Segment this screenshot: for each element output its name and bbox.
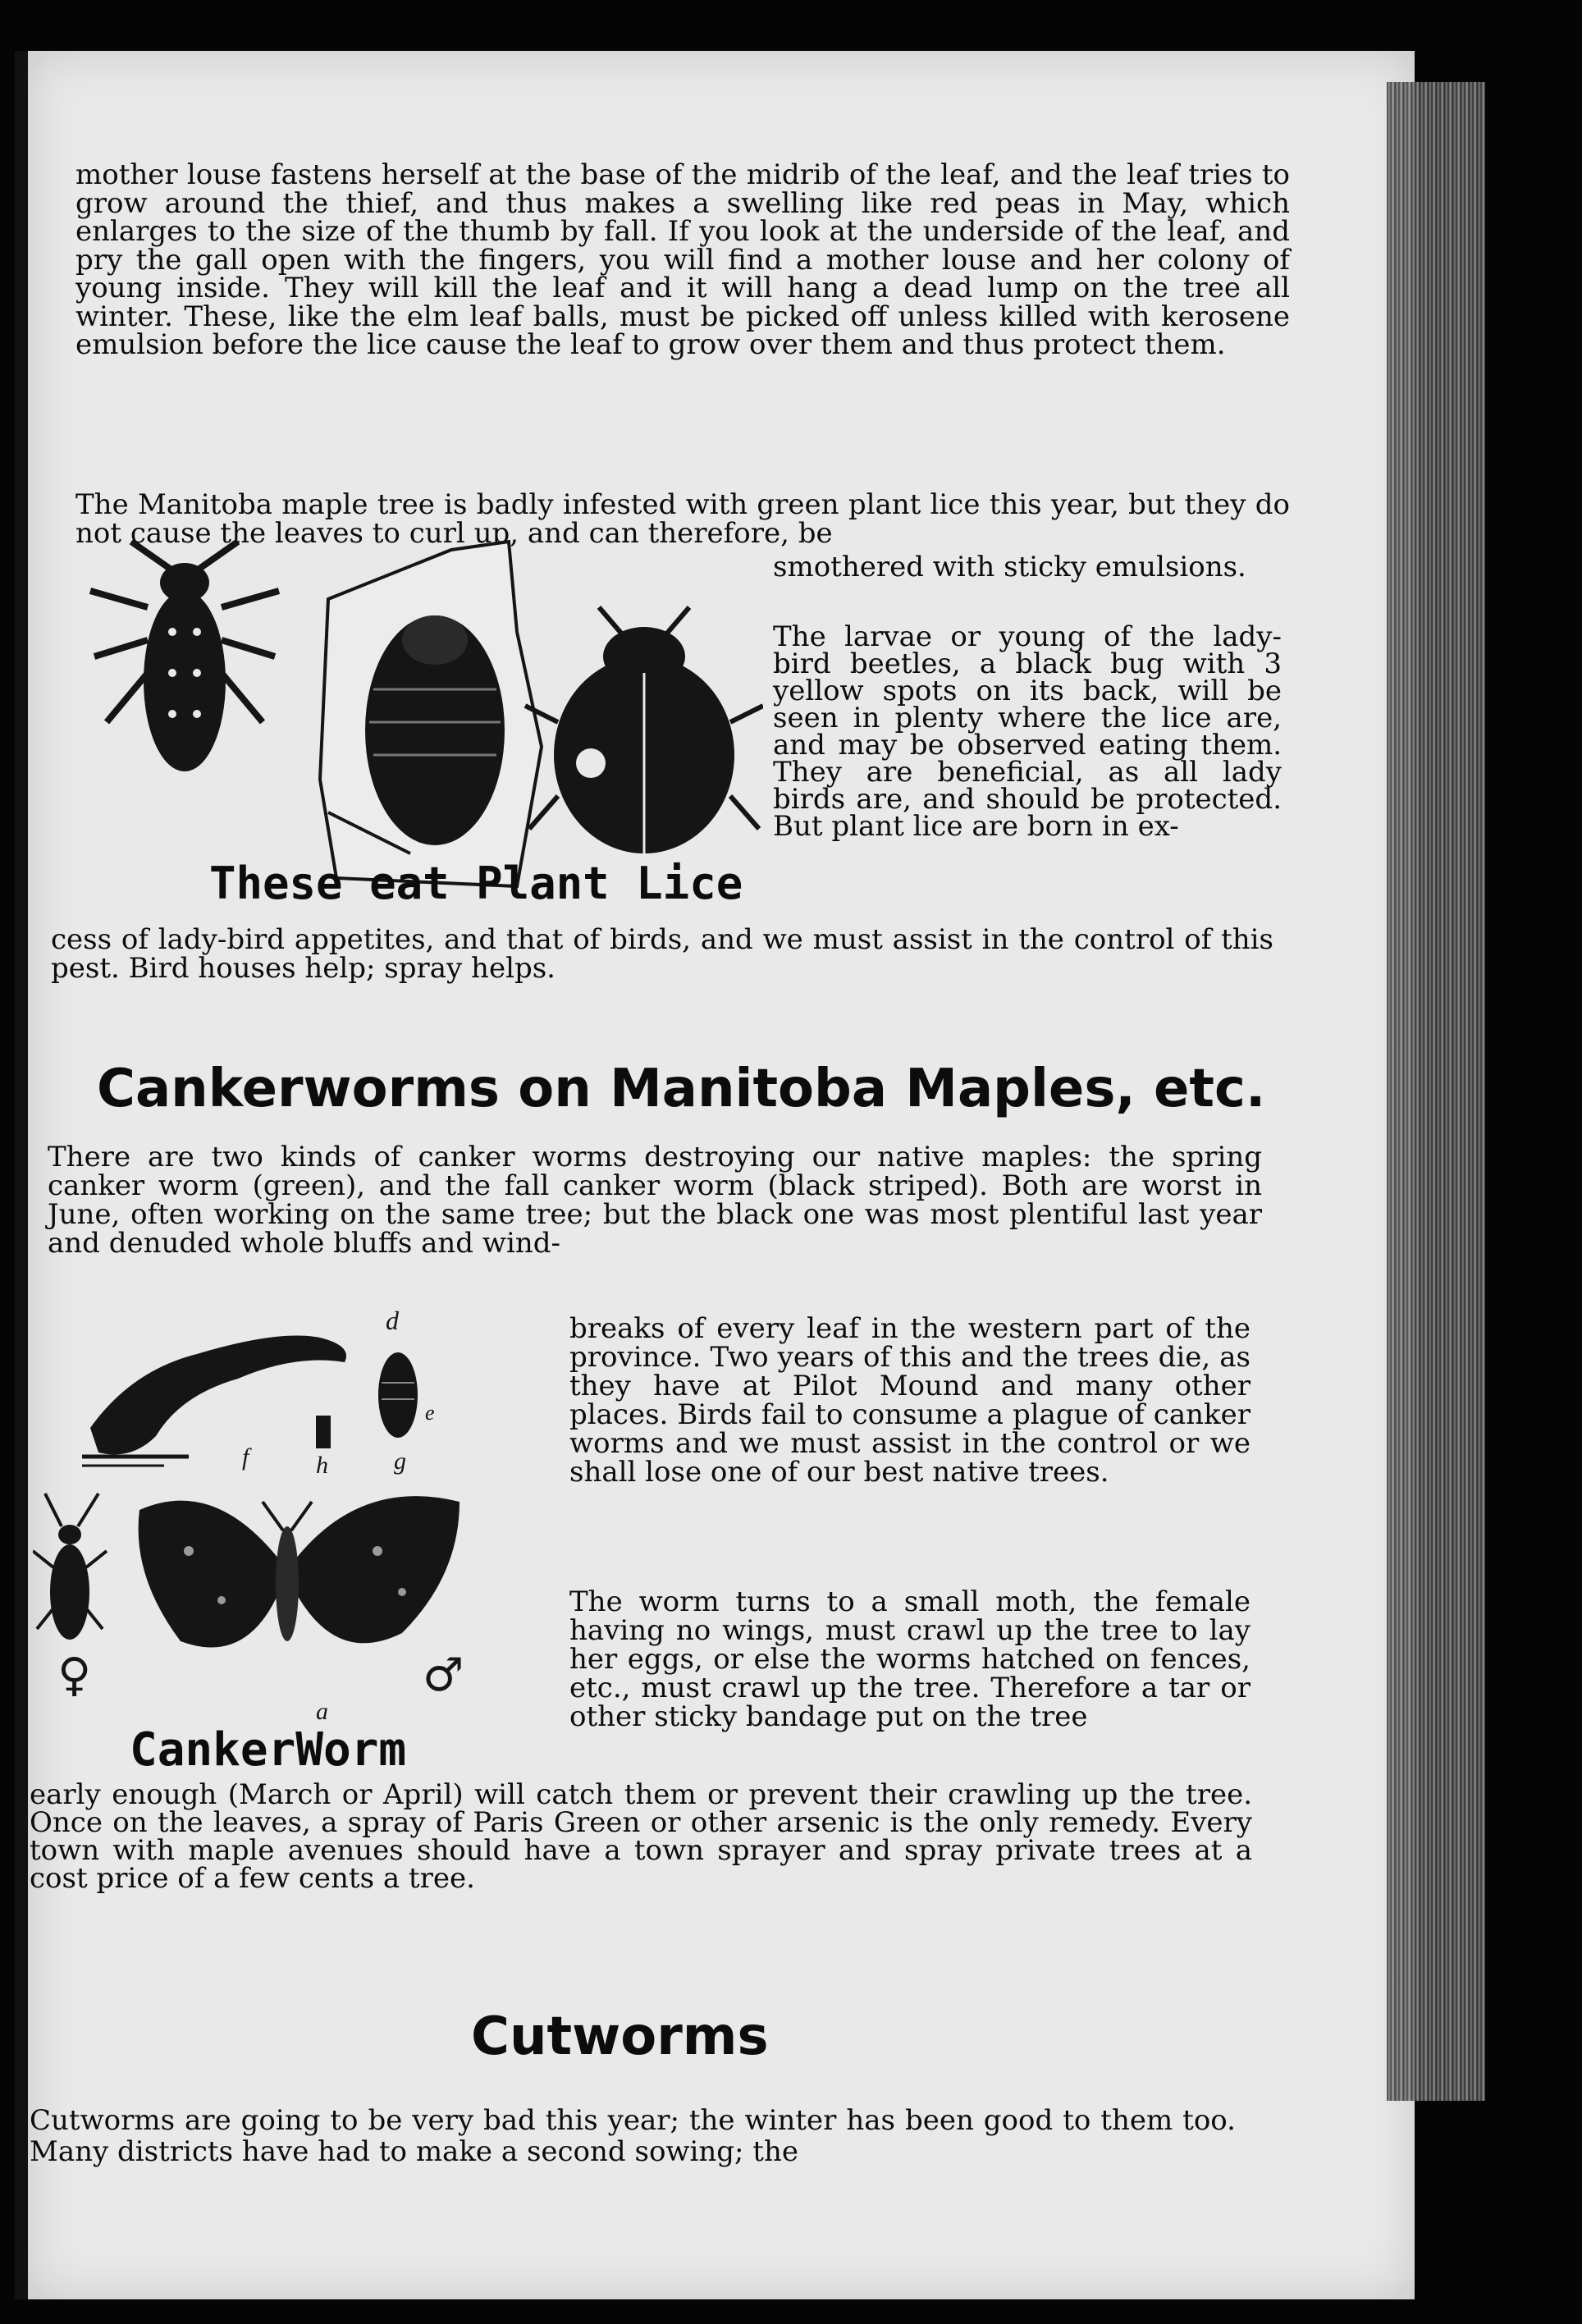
figure-label-a: a: [316, 1698, 328, 1725]
cankerworm-pupa-image: [378, 1352, 418, 1438]
figure-label-female: ♀: [57, 1649, 92, 1702]
ladybird-caption: These eat Plant Lice: [209, 858, 743, 909]
paragraph-maple-intro: The Manitoba maple tree is badly infested with green plant lice this year, but they do not cause the leaves to curl up, and can therefore, be: [75, 488, 1290, 550]
paragraph-cutworms: Cutworms are going to be very bad this year; the winter has been good to them too. Many districts have had to make a second sowing; the: [30, 2104, 1236, 2168]
paragraph-worm-tail: early enough (March or April) will catch them or prevent their crawling up the tree. Once on the leaves, a spray of Paris Green or other arsenic is the only remedy. Every town with maple avenues should have a town sprayer and spray private trees at a cost price of a few cents a tree.: [30, 1778, 1252, 1895]
cankerworm-illustration: [33, 1305, 542, 1748]
figure-label-f: f: [242, 1443, 249, 1471]
cankerworm-female-image: [33, 1494, 107, 1640]
paragraph-maple-right: smothered with sticky emulsions.: [773, 551, 1246, 583]
book-binding: [15, 51, 28, 2299]
figure-label-d: d: [386, 1306, 399, 1335]
ladybird-beetle-image: [525, 607, 763, 853]
cankerworm-moth-image: [139, 1496, 460, 1647]
figure-label-e: e: [425, 1401, 435, 1425]
cankerworm-caption: CankerWorm: [130, 1723, 407, 1777]
paragraph-ladybird: The larvae or young of the lady-bird beetles, a black bug with 3 yellow spots on its back, will be seen in plenty where the lice are, and may be observed eating them. They are beneficial, as all lady birds are, and should be protected. But plant lice are born in ex-: [773, 620, 1282, 843]
paragraph-canker-right: breaks of every leaf in the western part of the province. Two years of this and the trees die, as they have at Pilot Mound and many other places. Birds fail to consume a plague of canker worms and we must assist in the control or we shall lose one of our best native trees.: [569, 1312, 1251, 1489]
figure-label-h: h: [316, 1452, 328, 1479]
cankerworm-larva-image: [82, 1336, 346, 1466]
paragraph-louse: mother louse fastens herself at the base of the midrib of the leaf, and the leaf tries to grow around the thief, and thus makes a swelling like red peas in May, which enlarges to the size of the thumb by fall. If you look at the underside of the leaf, and pry the gall open with the fingers, you will find a mother louse and her colony of young inside. They will kill the leaf and it will hang a dead lump on the tree all winter. These, like the elm leaf balls, must be picked off unless killed with kerosene emulsion before the lice cause the leaf to grow over them and thus protect them.: [75, 158, 1290, 361]
page-edges: [1387, 82, 1485, 2101]
ladybird-illustration: [57, 533, 763, 894]
figure-label-g: g: [394, 1448, 406, 1475]
ladybird-larva-image: [90, 542, 279, 771]
figure-label-male: ♂: [423, 1649, 464, 1702]
cankerworm-egg-cluster-image: [316, 1416, 331, 1448]
ladybird-pupa-image: [320, 542, 542, 886]
paragraph-canker-top: There are two kinds of canker worms destroying our native maples: the spring canker worm (green), and the fall canker worm (black striped). Both are worst in June, often working on the same tree; but the black one was most plentiful last year and denuded whole bluffs and wind-: [48, 1141, 1262, 1260]
paragraph-worm-right: The worm turns to a small moth, the female having no wings, must crawl up the tree to lay her eggs, or else the worms hatched on fences, etc., must crawl up the tree. Therefore a tar or other sticky bandage put on the tree: [569, 1585, 1251, 1733]
paragraph-ladybird-tail: cess of lady-bird appetites, and that of birds, and we must assist in the control of this pest. Bird houses help; spray helps.: [51, 923, 1273, 985]
heading-cankerworms: Cankerworms on Manitoba Maples, etc.: [97, 1059, 1266, 1119]
heading-cutworms: Cutworms: [471, 2006, 769, 2067]
